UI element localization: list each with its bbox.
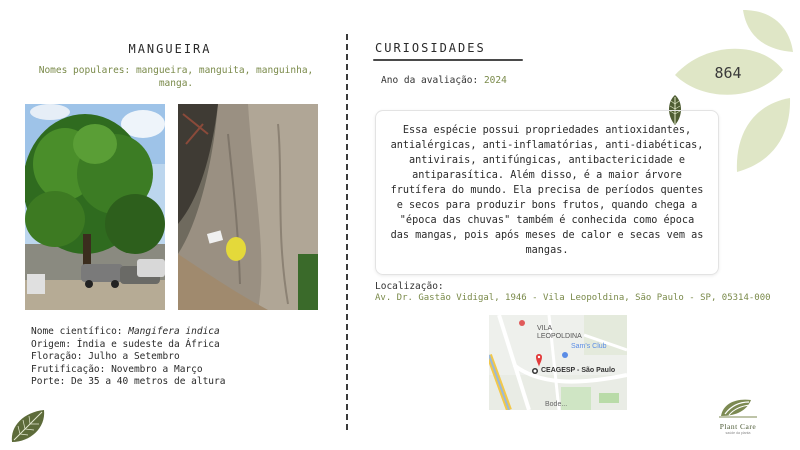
map-store-label: Sam's Club xyxy=(571,343,607,350)
trunk-photo xyxy=(178,104,318,310)
brand-tagline: saúde da planta xyxy=(725,431,751,435)
curiosities-text-box xyxy=(375,110,719,275)
map-place-label: CEAGESP - São Paulo xyxy=(541,367,616,374)
fruiting: Frutificação: Novembro a Março xyxy=(31,363,203,375)
plant-id-number: 864 xyxy=(714,64,742,82)
leaf-shape-1 xyxy=(743,10,793,52)
location-address[interactable]: Av. Dr. Gastão Vidigal, 1946 - Vila Leopoldina, São Paulo - SP, 05314-000 xyxy=(375,293,771,303)
curiosities-title: CURIOSIDADES xyxy=(375,41,486,55)
eval-year: 2024 xyxy=(483,75,507,86)
leaf-shape-3 xyxy=(737,98,790,172)
vertical-divider xyxy=(346,34,348,430)
map-district-label: VILA LEOPOLDINA xyxy=(537,325,582,340)
leaf-icon-bottom-left xyxy=(8,406,48,446)
location-map[interactable] xyxy=(489,315,627,410)
origin: Origem: Índia e sudeste da África xyxy=(31,338,220,350)
size: Porte: De 35 a 40 metros de altura xyxy=(31,376,226,387)
location-label: Localização: xyxy=(375,281,444,292)
plant-facts xyxy=(31,326,331,389)
scientific-name-value: Mangifera indica xyxy=(128,326,220,337)
popular-names: Nomes populares: mangueira, manguita, manguinha, manga. xyxy=(38,65,314,89)
flowering: Floração: Julho a Setembro xyxy=(31,351,180,362)
map-street-label: Bode... xyxy=(545,401,568,408)
brand-logo xyxy=(708,396,768,435)
tree-photo xyxy=(25,104,165,310)
scientific-name-label: Nome científico: xyxy=(31,326,129,337)
title-underline xyxy=(373,59,523,61)
evaluation-year xyxy=(381,75,507,86)
eval-label: Ano da avaliação: xyxy=(381,75,484,86)
curiosities-text: Essa espécie possui propriedades antioxidantes, antialérgicas, anti-inflamatórias, anti-diabéticas, antivirais, antifúngicas, antibactericidade e antiparasítica. Além disso, é a maior árvore frutífera do mundo. Ela precisa de períodos quentes e secos para produzir bons frutos, quando chega a "época das chuvas" também é conhecida como época das mangas, pois após meses de calor e secas vem as mangas. xyxy=(390,125,704,256)
plant-care-logo-icon xyxy=(717,396,759,418)
brand-name: Plant Care xyxy=(719,422,757,431)
plant-title: MANGUEIRA xyxy=(128,42,212,56)
scientific-name xyxy=(31,326,331,339)
